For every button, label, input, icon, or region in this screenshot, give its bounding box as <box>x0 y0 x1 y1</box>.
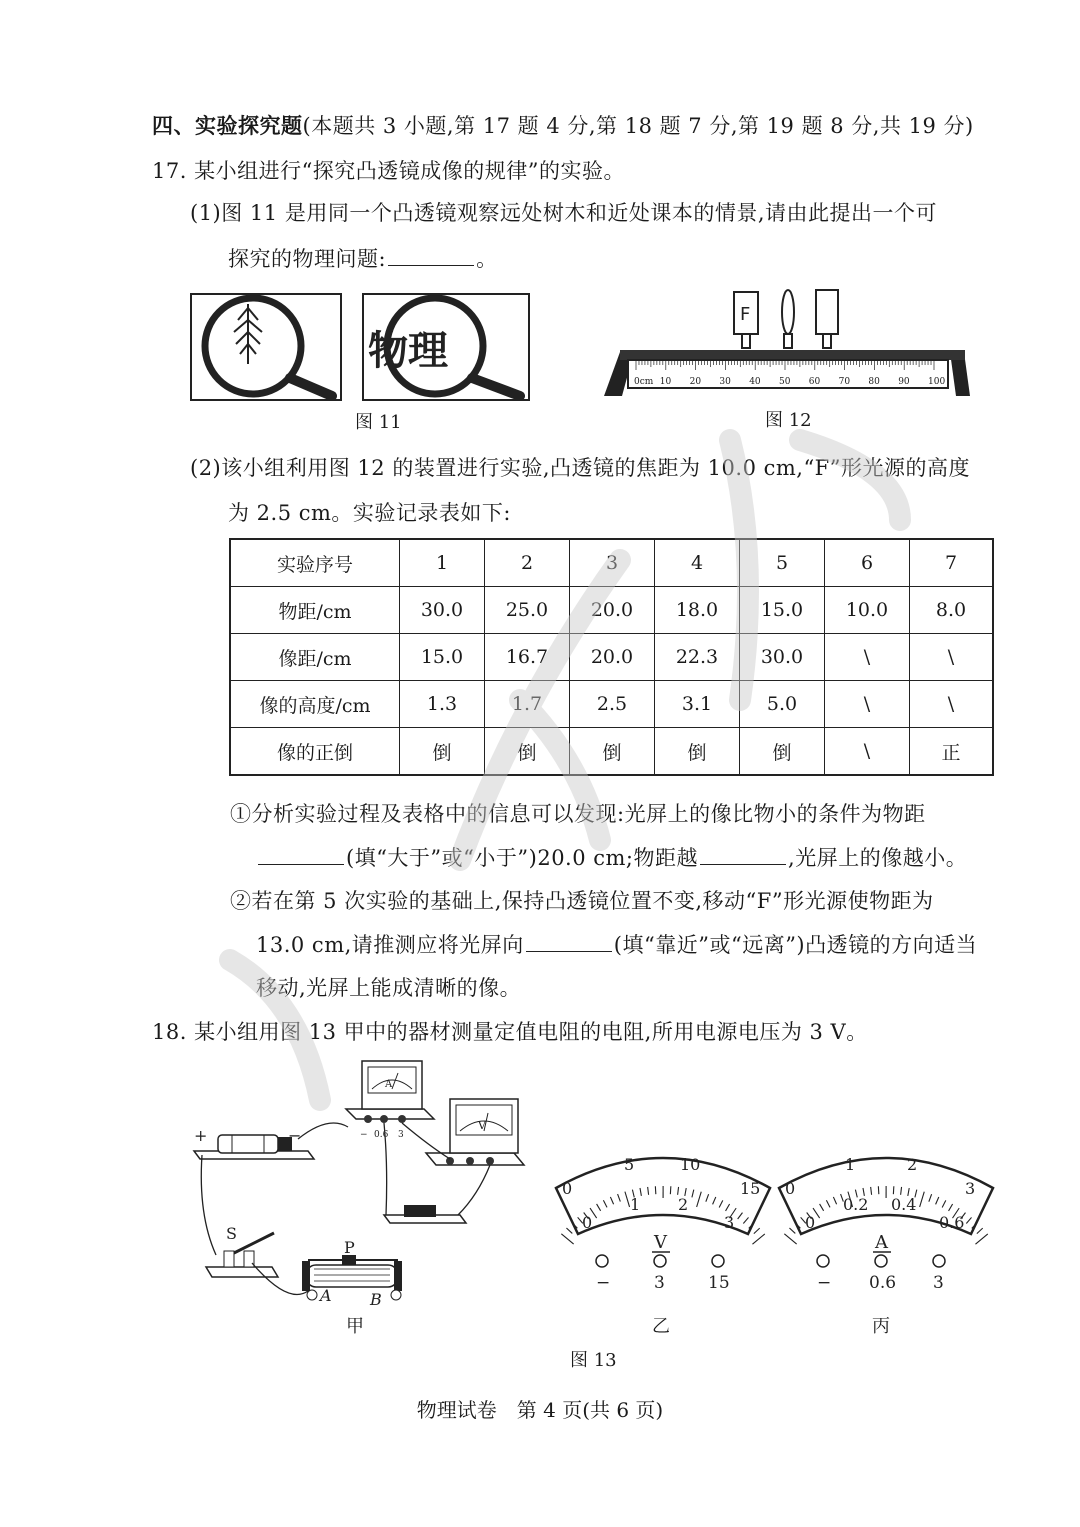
dial-tick <box>752 1234 764 1244</box>
q17-sub2-line1: ②若在第 5 次实验的基础上,保持凸透镜位置不变,移动“F”形光源使物距为 <box>230 889 934 913</box>
voltmeter-dial <box>552 1148 774 1298</box>
table-cell: 1.3 <box>400 681 485 728</box>
voltmeter-device <box>426 1099 524 1165</box>
table-cell: 倒 <box>400 728 485 776</box>
v-outer-0: 0 <box>562 1179 573 1198</box>
table-row <box>230 587 993 634</box>
ruler-label: 70 <box>838 377 851 387</box>
table-cell: 18.0 <box>655 587 740 634</box>
figure-12 <box>600 280 972 400</box>
dial-tick <box>561 1234 573 1244</box>
answer-blank-2[interactable] <box>258 846 344 865</box>
rheostat-terminal-a-label: A <box>320 1286 332 1305</box>
table-cell: 1 <box>400 539 485 587</box>
a-terminal-label-06: 0.6 <box>869 1273 897 1293</box>
light-source-letter: F <box>740 304 751 325</box>
v-outer-10: 10 <box>680 1155 701 1174</box>
table-cell: 倒 <box>655 728 740 776</box>
table-row-header: 像距/cm <box>230 634 400 681</box>
ruler-label: 20 <box>689 377 702 387</box>
table-cell: 7 <box>910 539 994 587</box>
a-outer-3: 3 <box>965 1179 976 1198</box>
a-terminal-label-3: 3 <box>933 1273 944 1293</box>
q17-stem: 17. 某小组进行“探究凸透镜成像的规律”的实验。 <box>152 159 626 183</box>
q17-sub1-text-b: ,光屏上的像越小。 <box>788 846 968 870</box>
table-cell: 15.0 <box>400 634 485 681</box>
fixed-resistor <box>384 1205 466 1223</box>
table-cell: 倒 <box>740 728 825 776</box>
table-cell: 1.7 <box>485 681 570 728</box>
answer-blank-3[interactable] <box>700 846 786 865</box>
q17-sub1-line1: ①分析实验过程及表格中的信息可以发现:光屏上的像比物小的条件为物距 <box>230 802 926 826</box>
table-cell: 10.0 <box>825 587 910 634</box>
q17-sub2-line2 <box>256 929 977 959</box>
table-row-header: 像的高度/cm <box>230 681 400 728</box>
table-cell: 4 <box>655 539 740 587</box>
dial-tick <box>566 1228 572 1233</box>
switch <box>206 1233 278 1277</box>
table-cell: \ <box>825 681 910 728</box>
v-inner-0: 0 <box>582 1213 593 1232</box>
label-bing: 丙 <box>872 1316 890 1337</box>
table-row-header: 物距/cm <box>230 587 400 634</box>
magnifier-handle-2 <box>472 378 520 396</box>
fig11-caption: 图 11 <box>355 412 402 433</box>
figure-13-circuit <box>188 1055 528 1305</box>
table-cell: 5.0 <box>740 681 825 728</box>
ruler-label: 90 <box>898 377 910 387</box>
convex-lens <box>782 290 794 334</box>
section-heading <box>152 110 974 140</box>
table-cell: \ <box>825 728 910 776</box>
magnifier-handle-1 <box>290 378 332 396</box>
q17-sub2-text-a: 13.0 cm,请推测应将光屏向 <box>256 933 524 957</box>
a-inner-02: 0.2 <box>843 1195 869 1214</box>
answer-blank-4[interactable] <box>526 933 612 952</box>
a-inner-06: 0.6 <box>939 1213 965 1232</box>
ruler-label: 10 <box>659 377 672 387</box>
ruler-label: 40 <box>749 377 761 387</box>
v-terminal-label-3: 3 <box>654 1273 665 1293</box>
battery-plus-label: + <box>194 1126 208 1145</box>
ruler-label: 50 <box>779 377 791 387</box>
label-yi: 乙 <box>652 1316 670 1337</box>
table-cell: 倒 <box>570 728 655 776</box>
table-cell: 20.0 <box>570 587 655 634</box>
a-outer-0: 0 <box>785 1179 796 1198</box>
rheostat <box>302 1255 402 1300</box>
q18-stem: 18. 某小组用图 13 甲中的器材测量定值电阻的电阻,所用电源电压为 3 V。 <box>152 1020 868 1044</box>
v-outer-5: 5 <box>624 1155 635 1174</box>
ruler-label: 0cm <box>634 377 654 387</box>
ammeter-device-letter: A <box>385 1079 393 1090</box>
table-row-header: 像的正倒 <box>230 728 400 776</box>
screen-holder <box>823 334 831 348</box>
rheostat-terminal-b-label: B <box>370 1290 382 1305</box>
a-terminal-06[interactable] <box>875 1255 887 1267</box>
voltmeter-dial-letter: V <box>654 1232 667 1253</box>
voltmeter-device-letter: V <box>478 1119 486 1132</box>
light-screen <box>816 290 838 334</box>
figure-11 <box>190 292 535 404</box>
answer-blank-1[interactable] <box>388 247 474 266</box>
table-cell: 30.0 <box>400 587 485 634</box>
ammeter-terminal-minus: − <box>360 1130 368 1140</box>
q17-sub1-line2 <box>256 842 967 872</box>
lens-holder <box>784 334 792 348</box>
v-terminal-label-neg: − <box>596 1273 611 1293</box>
a-terminal-neg[interactable] <box>817 1255 829 1267</box>
table-cell: 5 <box>740 539 825 587</box>
ammeter-terminal-06: 0.6 <box>374 1130 389 1140</box>
dial-tick <box>975 1234 987 1244</box>
v-terminal-15[interactable] <box>712 1255 724 1267</box>
table-cell: \ <box>910 634 994 681</box>
table-row <box>230 681 993 728</box>
table-row <box>230 539 993 587</box>
label-jia: 甲 <box>346 1316 364 1337</box>
v-inner-1: 1 <box>630 1195 641 1214</box>
ruler-label: 60 <box>808 377 821 387</box>
v-outer-15: 15 <box>740 1179 761 1198</box>
a-outer-2: 2 <box>907 1155 918 1174</box>
a-inner-04: 0.4 <box>891 1195 917 1214</box>
dial-tick <box>789 1228 795 1233</box>
table-cell: 正 <box>910 728 994 776</box>
q17-part1-end: 。 <box>476 247 498 271</box>
table-cell: 8.0 <box>910 587 994 634</box>
ammeter-terminal-3: 3 <box>398 1130 404 1140</box>
table-cell: 15.0 <box>740 587 825 634</box>
table-row-header: 实验序号 <box>230 539 400 587</box>
table-cell: \ <box>825 634 910 681</box>
ruler-label: 30 <box>719 377 731 387</box>
q17-part2-line2: 为 2.5 cm。实验记录表如下: <box>228 501 511 525</box>
page-footer: 物理试卷 第 4 页(共 6 页) <box>416 1398 664 1422</box>
fig12-caption: 图 12 <box>765 410 812 431</box>
q17-sub1-text-a: (填“大于”或“小于”)20.0 cm;物距越 <box>346 846 699 870</box>
table-row <box>230 634 993 681</box>
table-cell: 30.0 <box>740 634 825 681</box>
table-cell: 3 <box>570 539 655 587</box>
table-cell: 3.1 <box>655 681 740 728</box>
dial-tick <box>754 1228 760 1233</box>
ammeter-dial-letter: A <box>875 1232 888 1253</box>
v-terminal-3[interactable] <box>654 1255 666 1267</box>
q17-part1-line1: (1)图 11 是用同一个凸透镜观察远处树木和近处课本的情景,请由此提出一个可 <box>190 201 937 225</box>
ruler-label: 80 <box>868 377 880 387</box>
a-terminal-3[interactable] <box>933 1255 945 1267</box>
table-cell: 22.3 <box>655 634 740 681</box>
ammeter-dial <box>775 1148 997 1298</box>
q17-sub2-line3: 移动,光屏上能成清晰的像。 <box>256 976 522 1000</box>
table-cell: 20.0 <box>570 634 655 681</box>
table-cell: 2 <box>485 539 570 587</box>
section-title: 四、实验探究题 <box>152 113 303 138</box>
dial-tick <box>977 1228 983 1233</box>
q17-part1-line2 <box>228 243 498 273</box>
bench-rail <box>620 350 965 360</box>
table-cell: \ <box>910 681 994 728</box>
fig11-book-text: 物理 <box>368 328 448 374</box>
rheostat-slider-label: P <box>344 1238 355 1257</box>
dial-tick <box>784 1234 796 1244</box>
experiment-table <box>229 538 994 776</box>
q17-sub2-text-b: (填“靠近”或“远离”)凸透镜的方向适当 <box>613 933 978 957</box>
table-row <box>230 728 993 776</box>
v-inner-2: 2 <box>678 1195 689 1214</box>
q17-part1-text: 探究的物理问题: <box>228 247 387 271</box>
battery-minus-label: − <box>288 1126 302 1145</box>
source-holder <box>742 334 750 348</box>
table-cell: 6 <box>825 539 910 587</box>
table-cell: 2.5 <box>570 681 655 728</box>
table-cell: 25.0 <box>485 587 570 634</box>
q17-part2-line1: (2)该小组利用图 12 的装置进行实验,凸透镜的焦距为 10.0 cm,“F”形光源的高度 <box>190 456 970 480</box>
section-note: (本题共 3 小题,第 17 题 4 分,第 18 题 7 分,第 19 题 8 分,共 19 分) <box>302 114 974 138</box>
a-outer-1: 1 <box>845 1155 856 1174</box>
table-cell: 16.7 <box>485 634 570 681</box>
a-terminal-label-neg: − <box>817 1273 832 1293</box>
v-terminal-label-15: 15 <box>708 1273 730 1293</box>
ammeter-device <box>346 1061 434 1123</box>
table-cell: 倒 <box>485 728 570 776</box>
ruler-label: 100 <box>928 377 946 387</box>
v-inner-3: 3 <box>724 1213 735 1232</box>
a-inner-0: 0 <box>805 1213 816 1232</box>
fig13-caption: 图 13 <box>570 1350 617 1371</box>
v-terminal-neg[interactable] <box>596 1255 608 1267</box>
switch-label: S <box>226 1224 237 1243</box>
